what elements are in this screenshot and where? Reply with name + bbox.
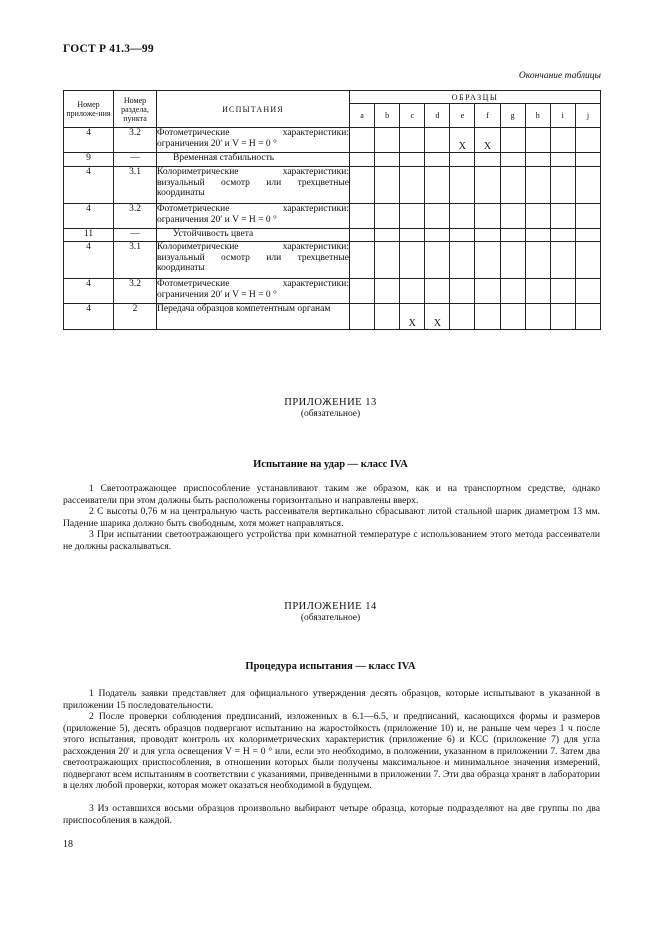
table-row: [64, 304, 601, 330]
sample-mark-cell: [525, 242, 550, 279]
appendix-number-cell: 4: [64, 167, 114, 204]
table-row: [64, 128, 601, 153]
appendix-14-paragraph-2: 2 После проверки соблюдения предписаний, изложенных в 6.1—6.5, и предписаний, касающихся формы и размеров (приложение 5), десять образцов подвергают испытанию на жаростойкость (приложение 10) и, не раньше чем через 1 ч после этого испытания, проводят контроль их колориметрических характеристик (приложение 6) и КСС (приложение 7) для угла расхождения 20′ и для угла освещения V = H = 0 ° или, если это необходимо, в положении, указанном в приложении 7. Затем два светоотражающих приспособления, в отношении которых были получены максимальное и минимальное значения измерений, подвергают всем испытаниям в соответствии с указаниями, приведенными в приложении 7. Эти два образца хранят в лаборатории в целях любой проверки, которая может оказаться необходимой в будущем.: [63, 711, 600, 791]
sample-mark-cell: [425, 204, 450, 229]
sample-letter-header: f: [475, 104, 500, 128]
sample-letter-header: d: [425, 104, 450, 128]
sample-mark-cell: [525, 204, 550, 229]
sample-mark-cell: [450, 153, 475, 167]
sample-mark-cell: [475, 204, 500, 229]
sample-mark-cell: [400, 242, 425, 279]
sample-mark-cell: [575, 304, 600, 330]
table-row: [64, 229, 601, 242]
table-row: [64, 167, 601, 204]
test-name-cell: Устойчивость цвета: [157, 229, 350, 242]
sample-mark-cell: [475, 279, 500, 304]
sample-mark-cell: [500, 167, 525, 204]
sample-mark-cell: [350, 304, 375, 330]
sample-mark-cell: [400, 229, 425, 242]
sample-mark-cell: [425, 167, 450, 204]
appendix-number-cell: 4: [64, 304, 114, 330]
sample-mark-cell: [425, 128, 450, 153]
sample-mark-cell: [525, 304, 550, 330]
page-number: 18: [63, 839, 73, 850]
sample-mark-cell: [450, 229, 475, 242]
sample-mark-cell: [400, 153, 425, 167]
sample-mark-cell: [400, 204, 425, 229]
sample-mark-cell: [375, 242, 400, 279]
sample-mark-cell: [575, 242, 600, 279]
test-name-cell: Колориметрические характеристики: визуальный осмотр или трехцветные координаты: [157, 242, 350, 279]
sample-mark-cell: [500, 304, 525, 330]
appendix-number-cell: 4: [64, 128, 114, 153]
sample-mark-cell: [400, 167, 425, 204]
appendix-14-paragraph-3: 3 Из оставшихся восьми образцов произвольно выбирают четыре образца, которые подразделяют на две группы по два приспособления в каждой.: [63, 803, 600, 826]
section-number-cell: —: [114, 153, 157, 167]
sample-mark-cell: [550, 128, 575, 153]
table-row: [64, 279, 601, 304]
sample-mark-cell: [575, 167, 600, 204]
sample-mark-cell: [350, 153, 375, 167]
header-section-number: Номер раздела, пункта: [114, 91, 157, 128]
appendix-number-cell: 11: [64, 229, 114, 242]
sample-mark-cell: [575, 153, 600, 167]
sample-mark-cell: [500, 242, 525, 279]
sample-mark-cell: [450, 242, 475, 279]
sample-mark-cell: [425, 279, 450, 304]
sample-mark-cell: [475, 153, 500, 167]
table-row: [64, 242, 601, 279]
table-row: [64, 153, 601, 167]
appendix-14-title: ПРИЛОЖЕНИЕ 14: [284, 601, 377, 612]
sample-mark-cell: [450, 204, 475, 229]
sample-mark-cell: [525, 279, 550, 304]
appendix-14-subtitle: (обязательное): [300, 613, 361, 623]
header-test: ИСПЫТАНИЯ: [157, 91, 350, 128]
appendix-13-subtitle: (обязательное): [300, 409, 361, 419]
section-number-cell: 3.2: [114, 204, 157, 229]
header-appendix-number: Номер приложе-ния: [64, 91, 114, 128]
sample-mark-cell: [575, 128, 600, 153]
sample-mark-cell: [475, 242, 500, 279]
sample-mark-cell: [350, 128, 375, 153]
sample-mark-cell: [425, 153, 450, 167]
appendix-14-heading: Процедура испытания — класс IVA: [245, 661, 416, 672]
sample-mark-cell: [475, 229, 500, 242]
sample-letter-header: h: [525, 104, 550, 128]
sample-mark-cell: [550, 279, 575, 304]
sample-mark-cell: [550, 229, 575, 242]
appendix-14-paragraph-1: 1 Податель заявки представляет для официального утверждения десять образцов, которые испытывают в указанной в приложении 15 последовательности.: [63, 688, 600, 711]
sample-letter-header: e: [450, 104, 475, 128]
test-name-cell: Колориметрические характеристики: визуальный осмотр или трехцветные координаты: [157, 167, 350, 204]
appendix-number-cell: 4: [64, 204, 114, 229]
sample-letter-header: i: [550, 104, 575, 128]
sample-mark-cell: [375, 304, 400, 330]
test-name-cell: Передача образцов компетентным органам: [157, 304, 350, 330]
sample-mark-cell: [350, 229, 375, 242]
sample-mark-cell: [350, 242, 375, 279]
sample-mark-cell: [550, 304, 575, 330]
section-number-cell: 3.2: [114, 128, 157, 153]
appendix-13-paragraph-2: 2 С высоты 0,76 м на центральную часть рассеивателя вертикально сбрасывают литой стальной шарик диаметром 13 мм. Падение шарика должно быть свободным, хотя может направляться.: [63, 506, 600, 529]
sample-mark-cell: [575, 229, 600, 242]
sample-mark-cell: [425, 229, 450, 242]
sample-letter-header: g: [500, 104, 525, 128]
sample-mark-cell: [500, 204, 525, 229]
sample-letter-header: j: [575, 104, 600, 128]
sample-mark-cell: [500, 153, 525, 167]
appendix-13-title: ПРИЛОЖЕНИЕ 13: [284, 397, 377, 408]
sample-mark-cell: [525, 153, 550, 167]
table-row: [64, 204, 601, 229]
sample-mark-cell: [375, 204, 400, 229]
sample-mark-cell: [550, 242, 575, 279]
sample-mark-cell: [450, 279, 475, 304]
test-name-cell: Фотометрические характеристики: ограничения 20′ и V = H = 0 °: [157, 279, 350, 304]
section-number-cell: 3.1: [114, 167, 157, 204]
sample-letter-header: b: [375, 104, 400, 128]
sample-mark-cell: [375, 279, 400, 304]
sample-mark-cell: [350, 167, 375, 204]
sample-mark-cell: [375, 167, 400, 204]
sample-mark-cell: [375, 229, 400, 242]
appendix-number-cell: 4: [64, 279, 114, 304]
section-number-cell: 3.1: [114, 242, 157, 279]
sample-mark-cell: X: [400, 304, 425, 330]
sample-mark-cell: [500, 229, 525, 242]
sample-mark-cell: X: [475, 128, 500, 153]
sample-mark-cell: X: [450, 128, 475, 153]
sample-mark-cell: [350, 204, 375, 229]
section-number-cell: 3.2: [114, 279, 157, 304]
table-body: [64, 128, 601, 330]
sample-letter-header: c: [400, 104, 425, 128]
table-caption: Окончание таблицы: [518, 71, 601, 81]
test-name-cell: Фотометрические характеристики: ограничения 20′ и V = H = 0 °: [157, 128, 350, 153]
sample-mark-cell: [375, 153, 400, 167]
sample-mark-cell: [375, 128, 400, 153]
sample-mark-cell: X: [425, 304, 450, 330]
test-name-cell: Фотометрические характеристики: ограничения 20′ и V = H = 0 °: [157, 204, 350, 229]
sample-mark-cell: [475, 304, 500, 330]
sample-mark-cell: [425, 242, 450, 279]
sample-mark-cell: [575, 204, 600, 229]
sample-mark-cell: [400, 279, 425, 304]
sample-mark-cell: [575, 279, 600, 304]
sample-mark-cell: [500, 128, 525, 153]
appendix-13-paragraph-1: 1 Светоотражающее приспособление устанавливают таким же образом, как и на транспортном средстве, однако рассеиватели при этом должны быть расположены горизонтально и направлены вверх.: [63, 483, 600, 506]
document-header: ГОСТ Р 41.3—99: [63, 43, 154, 55]
section-number-cell: —: [114, 229, 157, 242]
sample-mark-cell: [525, 229, 550, 242]
sample-mark-cell: [525, 167, 550, 204]
sample-mark-cell: [500, 279, 525, 304]
sample-mark-cell: [475, 167, 500, 204]
appendix-13-paragraph-3: 3 При испытании светоотражающего устройства при комнатной температуре с использованием этого метода рассеиватели не должны раскалываться.: [63, 529, 600, 552]
sample-mark-cell: [550, 204, 575, 229]
sample-mark-cell: [350, 279, 375, 304]
section-number-cell: 2: [114, 304, 157, 330]
sample-letter-header: a: [350, 104, 375, 128]
appendix-number-cell: 4: [64, 242, 114, 279]
sample-mark-cell: [400, 128, 425, 153]
appendix-number-cell: 9: [64, 153, 114, 167]
header-samples: ОБРАЗЦЫ: [350, 91, 601, 104]
sample-mark-cell: [450, 304, 475, 330]
sample-mark-cell: [550, 153, 575, 167]
sample-mark-cell: [525, 128, 550, 153]
test-name-cell: Временная стабильность: [157, 153, 350, 167]
sample-mark-cell: [450, 167, 475, 204]
tests-table: [63, 90, 601, 330]
appendix-13-heading: Испытание на удар — класс IVA: [253, 459, 408, 470]
sample-mark-cell: [550, 167, 575, 204]
